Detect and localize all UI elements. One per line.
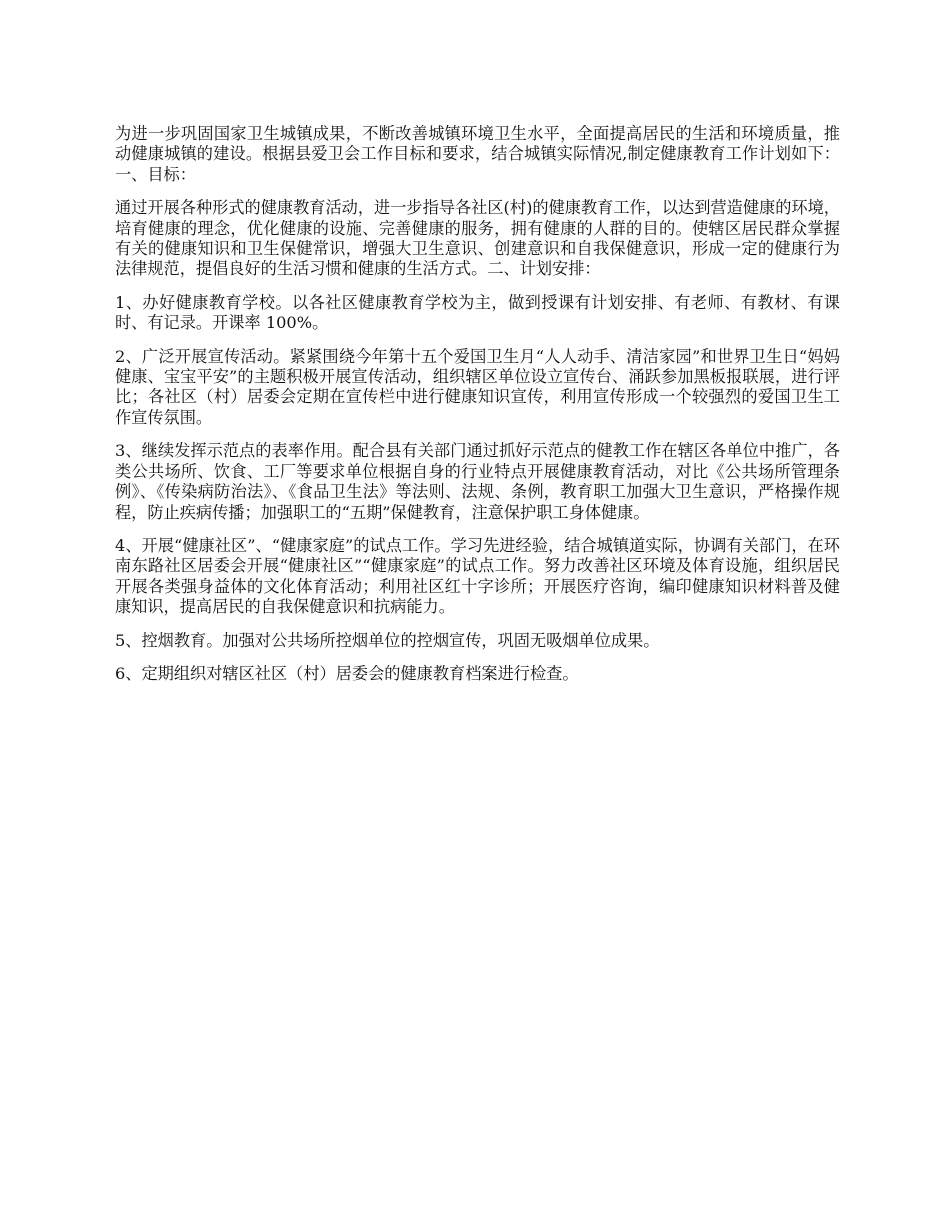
plan-item-2: 2、广泛开展宣传活动。紧紧围绕今年第十五个爱国卫生月“人人动手、清洁家园”和世界卫生日“妈妈健康、宝宝平安”的主题积极开展宣传活动，组织辖区单位设立宣传台、涌跃参加黑板报联展，进行评比；各社区（村）居委会定期在宣传栏中进行健康知识宣传，利用宣传形成一个较强烈的爱国卫生工作宣传氛围。 bbox=[115, 346, 840, 427]
intro-paragraph: 为进一步巩固国家卫生城镇成果，不断改善城镇环境卫生水平，全面提高居民的生活和环境质量，推动健康城镇的建设。根据县爱卫会工作目标和要求，结合城镇实际情况,制定健康教育工作计划如下：一、目标： bbox=[115, 124, 840, 184]
plan-item-1: 1、办好健康教育学校。以各社区健康教育学校为主，做到授课有计划安排、有老师、有教材、有课时、有记录。开课率 100%。 bbox=[115, 292, 840, 333]
plan-item-3: 3、继续发挥示范点的表率作用。配合县有关部门通过抓好示范点的健教工作在辖区各单位中推广，各类公共场所、饮食、工厂等要求单位根据自身的行业特点开展健康教育活动，对比《公共场所管理条例》、《传染病防治法》、《食品卫生法》等法则、法规、条例，教育职工加强大卫生意识，严格操作规程，防止疾病传播；加强职工的“五期”保健教育，注意保护职工身体健康。 bbox=[115, 441, 840, 522]
plan-item-6: 6、定期组织对辖区社区（村）居委会的健康教育档案进行检查。 bbox=[115, 663, 579, 683]
document-body bbox=[115, 124, 840, 697]
goal-paragraph: 通过开展各种形式的健康教育活动，进一步指导各社区(村)的健康教育工作，以达到营造健康的环境，培育健康的理念，优化健康的设施、完善健康的服务，拥有健康的人群的目的。使辖区居民群众掌握有关的健康知识和卫生保健常识，增强大卫生意识、创建意识和自我保健意识，形成一定的健康行为法律规范，提倡良好的生活习惯和健康的生活方式。二、计划安排： bbox=[115, 198, 840, 279]
plan-item-5: 5、控烟教育。加强对公共场所控烟单位的控烟宣传，巩固无吸烟单位成果。 bbox=[115, 630, 660, 650]
plan-item-4: 4、开展“健康社区”、“健康家庭”的试点工作。学习先进经验，结合城镇道实际，协调有关部门，在环南东路社区居委会开展“健康社区”“健康家庭”的试点工作。努力改善社区环境及体育设施，组织居民开展各类强身益体的文化体育活动；利用社区红十字诊所；开展医疗咨询，编印健康知识材料普及健康知识，提高居民的自我保健意识和抗病能力。 bbox=[115, 535, 840, 617]
